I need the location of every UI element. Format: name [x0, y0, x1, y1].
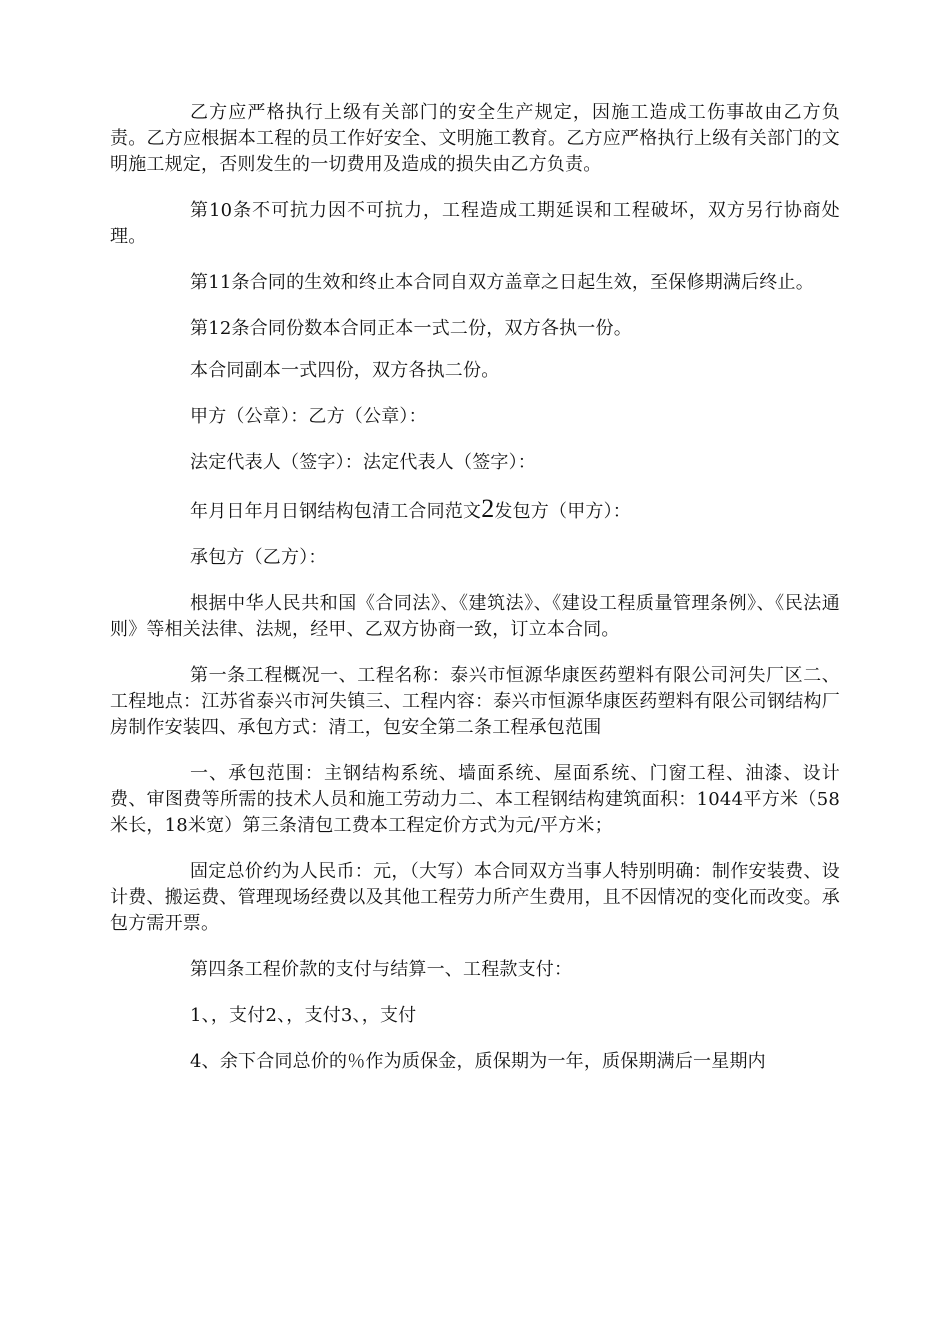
paragraph-article-11: 第11条合同的生效和终止本合同自双方盖章之日起生效，至保修期满后终止。	[190, 272, 814, 293]
paragraph-party-b: 承包方（乙方）：	[190, 547, 327, 568]
paragraph-safety: 乙方应严格执行上级有关部门的安全生产规定，因施工造成工伤事故由乙方负责。乙方应根据本工程的员工作好安全、文明施工教育。乙方应严格执行上级有关部门的文明施工规定，否则发生的一切费用及造成的损失由乙方负责。	[110, 102, 840, 175]
paragraph-signatures: 法定代表人（签字）：法定代表人（签字）：	[190, 452, 536, 473]
paragraph-payments: 1、，支付2、，支付3、，支付	[190, 1005, 417, 1026]
paragraph-seals: 甲方（公章）：乙方（公章）：	[190, 406, 427, 427]
paragraph-copies: 本合同副本一式四份，双方各执二份。	[190, 360, 500, 381]
date-title-text: 年月日年月日钢结构包清工合同范文	[190, 501, 482, 522]
paragraph-article-1: 第一条工程概况一、工程名称：泰兴市恒源华康医药塑料有限公司河失厂区二、工程地点：江苏省泰兴市河失镇三、工程内容：泰兴市恒源华康医药塑料有限公司钢结构厂房制作安装四、承包方式：清工，包安全第二条工程承包范围	[110, 665, 840, 738]
paragraph-total-price: 固定总价约为人民币：元，（大写）本合同双方当事人特别明确：制作安装费、设计费、搬运费、管理现场经费以及其他工程劳力所产生费用，且不因情况的变化而改变。承包方需开票。	[110, 861, 840, 934]
template-number: 2	[481, 494, 495, 523]
paragraph-scope: 一、承包范围：主钢结构系统、墙面系统、屋面系统、门窗工程、油漆、设计费、审图费等所需的技术人员和施工劳动力二、本工程钢结构建筑面积：1044平方米（58米长，18米宽）第三条清包工费本工程定价方式为元/平方米；	[110, 763, 840, 836]
document-body	[110, 100, 840, 1095]
paragraph-date-title	[110, 496, 840, 525]
paragraph-article-4: 第四条工程价款的支付与结算一、工程款支付：	[190, 959, 573, 980]
paragraph-article-12: 第12条合同份数本合同正本一式二份，双方各执一份。	[190, 318, 632, 339]
paragraph-article-10: 第10条不可抗力因不可抗力，工程造成工期延误和工程破坏，双方另行协商处理。	[110, 200, 840, 247]
paragraph-legal-basis: 根据中华人民共和国《合同法》、《建筑法》、《建设工程质量管理条例》、《民法通则》等相关法律、法规，经甲、乙双方协商一致，订立本合同。	[110, 593, 840, 640]
paragraph-retention: 4、余下合同总价的％作为质保金，质保期为一年，质保期满后一星期内	[190, 1051, 766, 1072]
party-a-label: 发包方（甲方）：	[494, 501, 632, 522]
